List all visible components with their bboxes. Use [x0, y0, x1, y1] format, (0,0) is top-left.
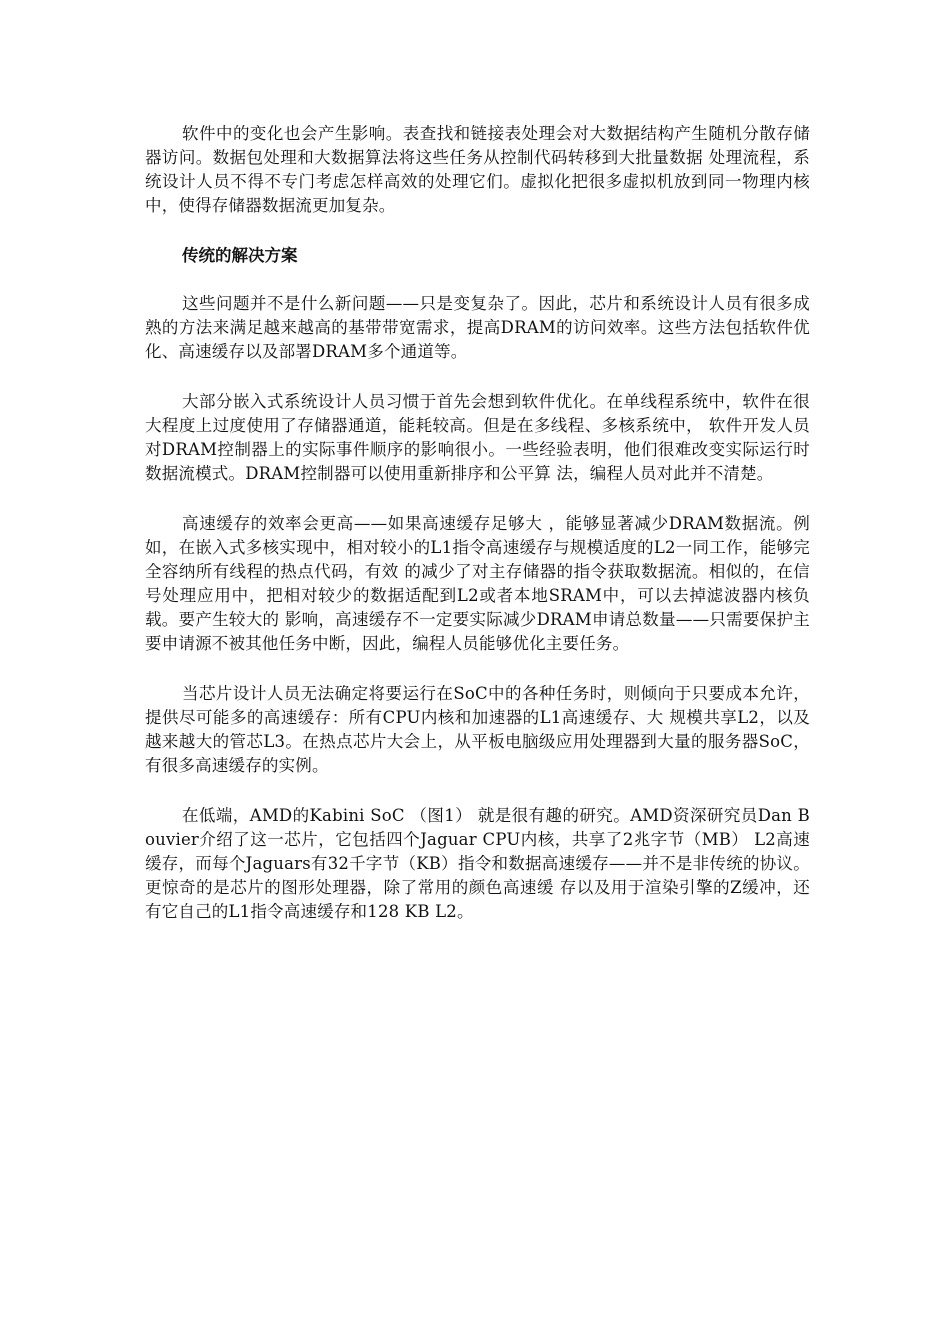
paragraph-software-optimization: 大部分嵌入式系统设计人员习惯于首先会想到软件优化。在单线程系统中，软件在很大程度上过度使用了存储器通道，能耗较高。但是在多线程、多核系统中， 软件开发人员对DRAM控制器上的实际事件顺序的影响很小。一些经验表明，他们很难改变实际运行时数据流模式。DRAM控制器可以使用重新排序和公平算 法，编程人员对此并不清楚。 [145, 392, 810, 483]
paragraph-cache-efficiency: 高速缓存的效率会更高——如果高速缓存足够大 ，能够显著减少DRAM数据流。例如，在嵌入式多核实现中，相对较小的L1指令高速缓存与规模适度的L2一同工作，能够完全容纳所有线程的热点代码，有效 的减少了对主存储器的指令获取数据流。相似的，在信号处理应用中，把相对较少的数据适配到L2或者本地SRAM中，可以去掉滤波器内核负载。要产生较大的 影响，高速缓存不一定要实际减少DRAM申请总数量——只需要保护主要申请源不被其他任务中断，因此，编程人员能够优化主要任务。 [145, 514, 810, 653]
paragraph-problems-not-new: 这些问题并不是什么新问题——只是变复杂了。因此，芯片和系统设计人员有很多成熟的方法来满足越来越高的基带带宽需求，提高DRAM的访问效率。这些方法包括软件优化、高速缓存以及部署DRAM多个通道等。 [145, 294, 810, 361]
section-heading: 传统的解决方案 [182, 246, 298, 265]
document-page [145, 122, 810, 950]
paragraph-chip-designers: 当芯片设计人员无法确定将要运行在SoC中的各种任务时，则倾向于只要成本允许，提供尽可能多的高速缓存：所有CPU内核和加速器的L1高速缓存、大 规模共享L2，以及越来越大的管芯L3。在热点芯片大会上，从平板电脑级应用处理器到大量的服务器SoC，有很多高速缓存的实例。 [145, 684, 810, 775]
paragraph-software-changes: 软件中的变化也会产生影响。表查找和链接表处理会对大数据结构产生随机分散存储器访问。数据包处理和大数据算法将这些任务从控制代码转移到大批量数据 处理流程，系统设计人员不得不专门考虑怎样高效的处理它们。虚拟化把很多虚拟机放到同一物理内核中，使得存储器数据流更加复杂。 [145, 124, 810, 215]
paragraph-amd-kabini: 在低端，AMD的Kabini SoC （图1） 就是很有趣的研究。AMD资深研究员Dan Bouvier介绍了这一芯片，它包括四个Jaguar CPU内核，共享了2兆字节（MB） L2高速缓存，而每个Jaguars有32千字节（KB）指令和数据高速缓存——并不是非传统的协议。更惊奇的是芯片的图形处理器，除了常用的颜色高速缓 存以及用于渲染引擎的Z缓冲，还有它自己的L1指令高速缓存和128 KB L2。 [145, 806, 810, 921]
